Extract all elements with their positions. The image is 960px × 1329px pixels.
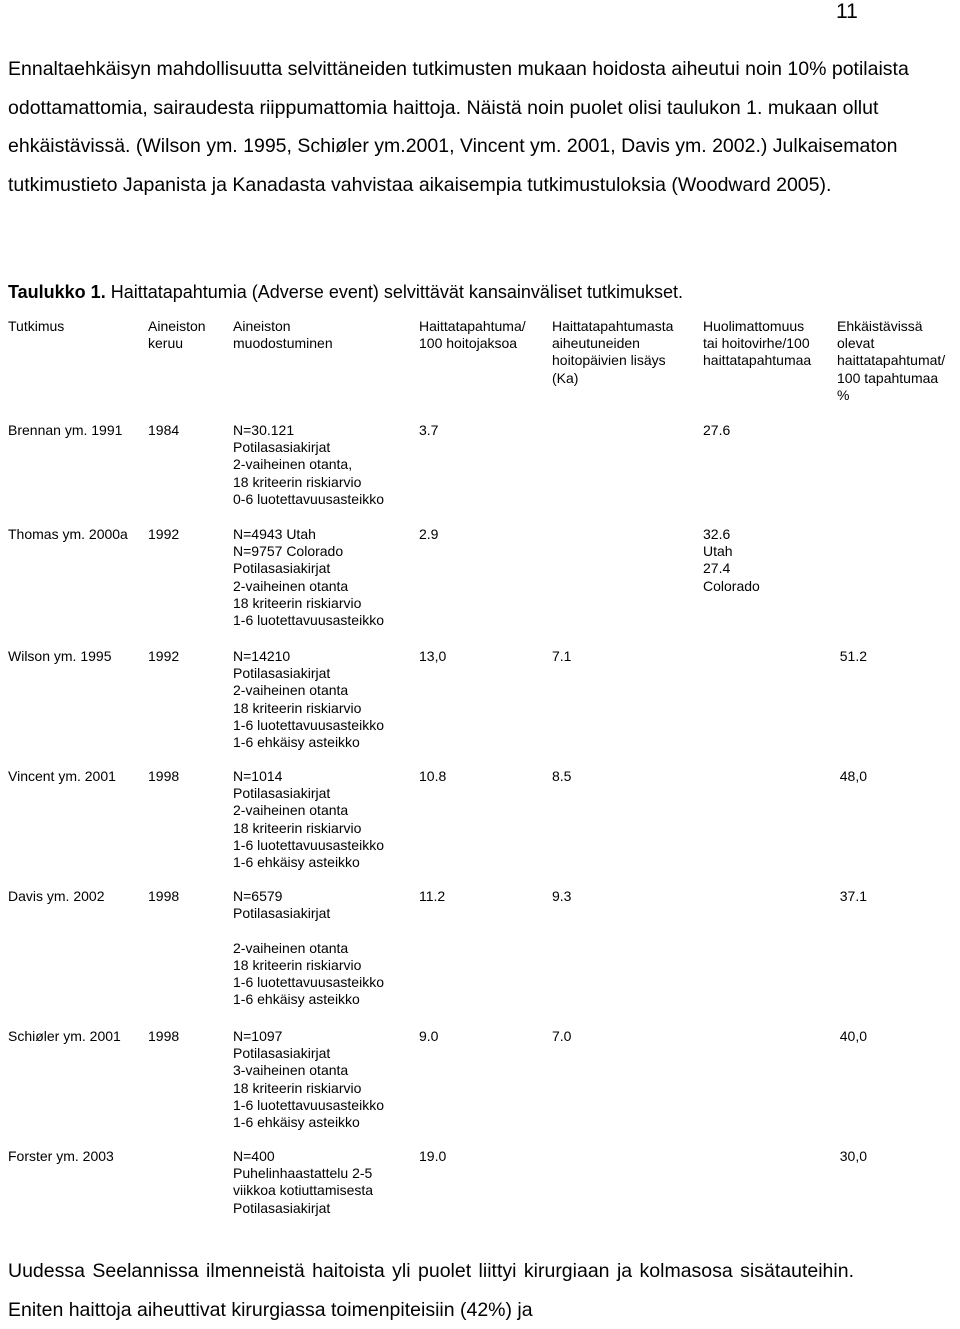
cell-preventable: 30,0 (839, 1148, 867, 1164)
cell-year: 1984 (148, 422, 180, 438)
cell-study: Brennan ym. 1991 (8, 422, 123, 438)
cell-per100: 19.0 (419, 1148, 447, 1164)
cell-year: 1992 (148, 526, 180, 542)
header-collection: Aineiston keruu (148, 318, 206, 352)
cell-formation: N=1097 Potilasasiakirjat 3-vaiheinen otanta 18 kriteerin riskiarvio 1-6 luotettavuusasteikko 1-6 ehkäisy asteikko (233, 1028, 384, 1131)
header-negligence: Huolimattomuus tai hoitovirhe/100 haittatapahtumaa (703, 318, 812, 369)
cell-study: Thomas ym. 2000a (8, 526, 128, 542)
table-caption-text: Haittatapahtumia (Adverse event) selvittävät kansainväliset tutkimukset. (105, 282, 683, 302)
cell-formation: N=14210 Potilasasiakirjat 2-vaiheinen otanta 18 kriteerin riskiarvio 1-6 luotettavuusasteikko 1-6 ehkäisy asteikko (233, 648, 384, 751)
cell-year: 1998 (148, 1028, 180, 1044)
cell-formation: N=4943 Utah N=9757 Colorado Potilasasiakirjat 2-vaiheinen otanta 18 kriteerin riskiarvio 1-6 luotettavuusasteikko (233, 526, 384, 629)
table-caption-label: Taulukko 1. (8, 282, 106, 302)
cell-negligence: 32.6 Utah 27.4 Colorado (703, 526, 760, 594)
cell-per100: 13,0 (419, 648, 447, 664)
cell-per100: 9.0 (419, 1028, 439, 1044)
cell-per100: 3.7 (419, 422, 439, 438)
cell-formation: N=1014 Potilasasiakirjat 2-vaiheinen otanta 18 kriteerin riskiarvio 1-6 luotettavuusasteikko 1-6 ehkäisy asteikko (233, 768, 384, 871)
intro-paragraph: Ennaltaehkäisyn mahdollisuutta selvittäneiden tutkimusten mukaan hoidosta aiheutui noin 10% potilaista odottamattomia, sairaudesta riippumattomia haittoja. Näistä noin puolet olisi taulukon 1. mukaan ollut ehkäistävissä. (Wilson ym. 1995, Schiøler ym.2001, Vincent ym. 2001, Davis ym. 2002.) Julkaisematon tutkimustieto Japanista ja Kanadasta vahvistaa aikaisempia tutkimustuloksia (Woodward 2005). (8, 58, 909, 196)
header-preventable: Ehkäistävissä olevat haittatapahtumat/ 100 tapahtumaa % (837, 318, 946, 403)
header-study: Tutkimus (8, 318, 65, 334)
outro-paragraph: Uudessa Seelannissa ilmenneistä haitoista yli puolet liittyi kirurgiaan ja kolmasosa sisätauteihin. Eniten haittoja aiheuttivat kirurgiassa toimenpiteisiin (42%) ja (8, 1260, 854, 1321)
cell-preventable: 48,0 (839, 768, 867, 784)
table-caption (8, 282, 683, 303)
cell-year: 1998 (148, 768, 180, 784)
cell-formation: N=30.121 Potilasasiakirjat 2-vaiheinen otanta, 18 kriteerin riskiarvio 0-6 luotettavuusasteikko (233, 422, 384, 507)
cell-formation: N=400 Puhelinhaastattelu 2-5 viikkoa kotiuttamisesta Potilasasiakirjat (233, 1148, 374, 1216)
cell-per100: 11.2 (419, 888, 446, 904)
cell-formation: N=6579 Potilasasiakirjat 2-vaiheinen otanta 18 kriteerin riskiarvio 1-6 luotettavuusasteikko 1-6 ehkäisy asteikko (233, 888, 384, 1008)
cell-extra-days: 8.5 (552, 768, 572, 784)
cell-study: Schiøler ym. 2001 (8, 1028, 121, 1044)
cell-extra-days: 7.1 (552, 648, 572, 664)
cell-extra-days: 9.3 (552, 888, 572, 904)
cell-year: 1992 (148, 648, 180, 664)
cell-study: Wilson ym. 1995 (8, 648, 112, 664)
cell-study: Davis ym. 2002 (8, 888, 105, 904)
header-extra-days: Haittatapahtumasta aiheutuneiden hoitopäivien lisäys (Ka) (552, 318, 674, 386)
cell-per100: 10.8 (419, 768, 447, 784)
header-formation: Aineiston muodostuminen (233, 318, 333, 352)
cell-study: Vincent ym. 2001 (8, 768, 116, 784)
cell-preventable: 40,0 (839, 1028, 867, 1044)
cell-extra-days: 7.0 (552, 1028, 572, 1044)
cell-preventable: 51.2 (839, 648, 867, 664)
cell-per100: 2.9 (419, 526, 439, 542)
cell-year: 1998 (148, 888, 180, 904)
cell-negligence: 27.6 (703, 422, 731, 438)
header-per100: Haittatapahtuma/ 100 hoitojaksoa (419, 318, 526, 352)
page-number: 11 (836, 0, 858, 23)
cell-study: Forster ym. 2003 (8, 1148, 114, 1164)
cell-preventable: 37.1 (839, 888, 867, 904)
